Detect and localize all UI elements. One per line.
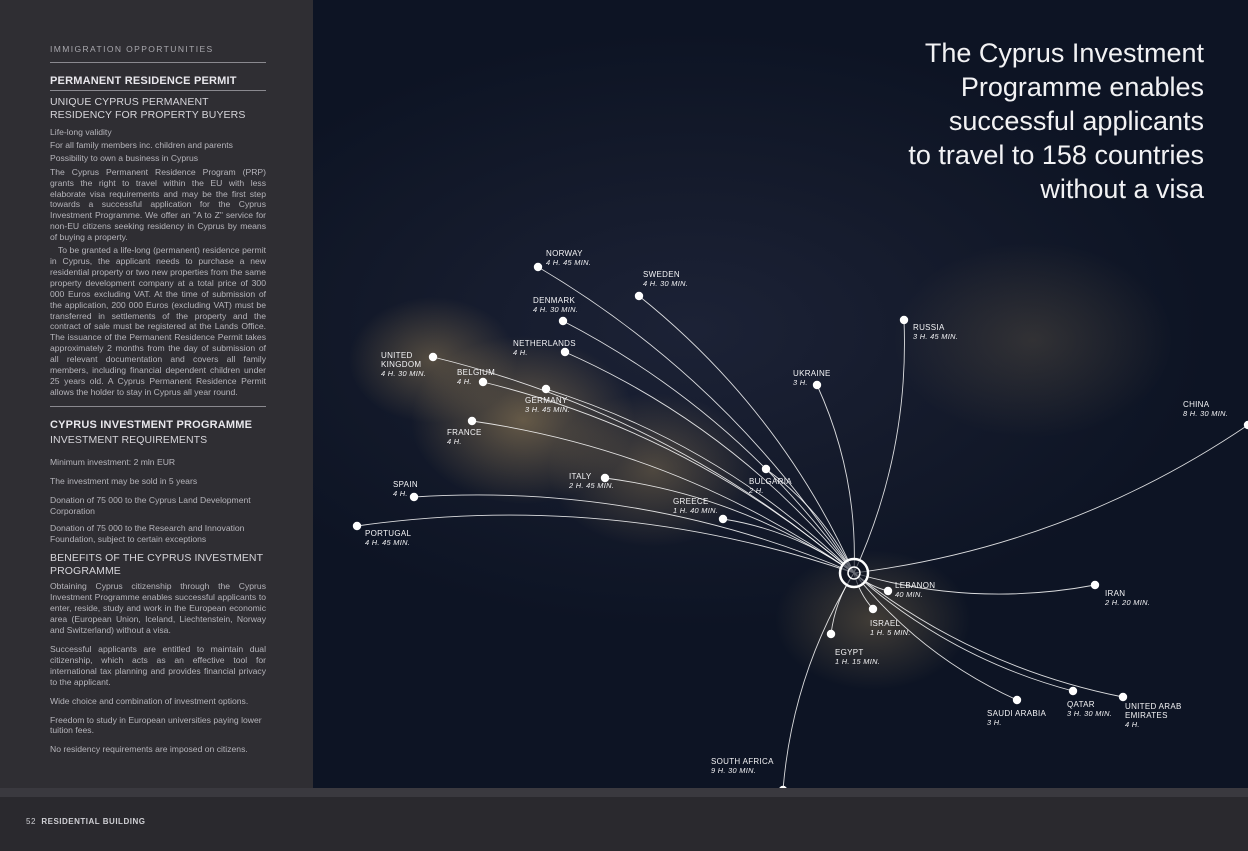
destination-label	[1067, 700, 1112, 718]
flight-time: 4 H.	[513, 348, 528, 357]
destination-label	[913, 323, 958, 341]
page-number: 52	[26, 817, 36, 826]
destination-name: BULGARIA	[749, 477, 792, 486]
destination-name: EGYPT	[835, 648, 864, 657]
flight-time: 40 MIN.	[895, 590, 923, 599]
destination-name: ISRAEL	[870, 619, 901, 628]
destination-name: GERMANY	[525, 396, 568, 405]
headline	[784, 36, 1204, 206]
destination-label	[1105, 589, 1150, 607]
prp-title: PERMANENT RESIDENCE PERMIT	[50, 75, 237, 87]
destination-label	[533, 296, 578, 314]
route-line	[783, 573, 854, 788]
destination-name: SOUTH AFRICA	[711, 757, 774, 766]
destination-label	[987, 709, 1046, 727]
destination-label	[546, 249, 591, 267]
destination-label	[525, 396, 570, 414]
prp-bullet: Life-long validity	[50, 127, 112, 137]
destination-label	[711, 757, 774, 775]
cip-item: The investment may be sold in 5 years	[50, 475, 198, 486]
destination-marker	[468, 417, 476, 425]
destination-name: BELGIUM	[457, 368, 496, 377]
benefit-item: Obtaining Cyprus citizenship through the Cyprus Investment Programme enables successful applicants to enter, reside, study and work in the European economic area (European Union, Iceland, Liechtenstein, Norway and Switzerland) without a visa.	[50, 581, 266, 636]
destination-name: NORWAY	[546, 249, 583, 258]
route-line	[854, 425, 1248, 573]
flight-time: 3 H. 30 MIN.	[1067, 709, 1113, 718]
headline-line: Programme enables	[960, 72, 1204, 102]
cip-subtitle: INVESTMENT REQUIREMENTS	[50, 434, 208, 446]
route-line	[854, 320, 904, 573]
destination-name: RUSSIA	[913, 323, 945, 332]
route-line	[605, 478, 854, 573]
destination-label	[673, 497, 718, 515]
cip-item: Minimum investment: 2 mln EUR	[50, 457, 176, 467]
prp-bullet: Possibility to own a business in Cyprus	[50, 152, 199, 163]
headline-line: without a visa	[1040, 174, 1204, 204]
destination-label	[793, 369, 831, 387]
destination-marker	[1091, 581, 1099, 589]
flight-time: 1 H. 5 MIN.	[870, 628, 911, 637]
destination-label	[393, 480, 418, 498]
footer	[0, 797, 1248, 851]
destination-marker	[1069, 687, 1077, 695]
destination-name: QATAR	[1067, 700, 1095, 709]
flight-time: 4 H. 30 MIN.	[533, 305, 579, 314]
destination-name: DENMARK	[533, 296, 576, 305]
destination-marker	[869, 605, 877, 613]
night-map	[313, 0, 1248, 788]
flight-time: 4 H. 30 MIN.	[381, 369, 427, 378]
destination-label	[1183, 400, 1228, 418]
cyprus-hub-icon	[840, 559, 868, 587]
prp-paragraph-1: The Cyprus Permanent Residence Program (PRP) grants the right to travel within the EU with less elaborate visa requirements and may be the first step towards a successful application for the Cyprus Investment Programme. We offer an "A to Z" service for non-EU citizens seeking residency in Cyprus by means of buying a property.	[50, 166, 266, 243]
flight-time: 1 H. 40 MIN.	[673, 506, 719, 515]
flight-time: 2 H. 20 MIN.	[1105, 598, 1151, 607]
destination-marker	[1013, 696, 1021, 704]
destination-name: UNITED KINGDOM	[381, 351, 422, 369]
headline-line: successful applicants	[948, 106, 1204, 136]
flight-time: 4 H.	[393, 489, 408, 498]
cip-section	[50, 419, 266, 755]
destination-name: UKRAINE	[793, 369, 831, 378]
destination-name: CHINA	[1183, 400, 1210, 409]
destination-name: ITALY	[569, 472, 592, 481]
flight-time: 3 H.	[793, 378, 808, 387]
destination-name: LEBANON	[895, 581, 936, 590]
destination-name: PORTUGAL	[365, 529, 412, 538]
destination-marker	[559, 317, 567, 325]
benefits-title: BENEFITS OF THE CYPRUS INVESTMENT PROGRAMME	[50, 552, 263, 578]
prp-subtitle: UNIQUE CYPRUS PERMANENT RESIDENCY FOR PROPERTY BUYERS	[50, 96, 246, 121]
destination-marker	[542, 385, 550, 393]
destination-marker	[1119, 693, 1127, 701]
destination-marker	[762, 465, 770, 473]
destination-name: SAUDI ARABIA	[987, 709, 1047, 718]
headline-line: to travel to 158 countries	[908, 140, 1204, 170]
flight-time: 4 H.	[457, 377, 472, 386]
benefit-item: Freedom to study in European universities paying lower tuition fees.	[50, 714, 262, 736]
destination-label	[569, 472, 614, 490]
destination-label	[447, 428, 482, 446]
destination-marker	[635, 292, 643, 300]
destination-marker	[900, 316, 908, 324]
destination-name: GREECE	[673, 497, 709, 506]
flight-time: 4 H. 30 MIN.	[643, 279, 689, 288]
route-line	[538, 267, 854, 573]
kicker: IMMIGRATION OPPORTUNITIES	[50, 44, 266, 63]
destination-label	[381, 351, 426, 378]
flight-time: 3 H. 45 MIN.	[913, 332, 959, 341]
destination-marker	[719, 515, 727, 523]
flight-time: 2 H. 45 MIN.	[569, 481, 615, 490]
destination-marker	[884, 587, 892, 595]
destination-marker	[534, 263, 542, 271]
prp-section	[50, 75, 266, 398]
flight-time: 2 H.	[749, 486, 764, 495]
flight-time: 3 H. 45 MIN.	[525, 405, 571, 414]
cip-title: CYPRUS INVESTMENT PROGRAMME	[50, 419, 253, 431]
destination-name: UNITED ARAB EMIRATES	[1125, 702, 1182, 720]
flight-time: 9 H. 30 MIN.	[711, 766, 757, 775]
destination-name: SWEDEN	[643, 270, 680, 279]
page-footer	[26, 817, 145, 826]
destination-label	[365, 529, 411, 547]
benefit-item: No residency requirements are imposed on citizens.	[50, 744, 248, 755]
sidebar	[0, 0, 313, 790]
destination-label	[643, 270, 688, 288]
benefit-item: Successful applicants are entitled to maintain dual citizenship, which acts as an effective tool for international tax planning and provides financial privacy to the applicant.	[50, 643, 266, 687]
destination-marker	[429, 353, 437, 361]
destination-label	[513, 339, 576, 357]
footer-section: RESIDENTIAL BUILDING	[41, 817, 146, 826]
destination-name: SPAIN	[393, 480, 418, 489]
destination-marker	[353, 522, 361, 530]
route-line	[433, 357, 854, 573]
destination-label	[749, 477, 792, 495]
flight-time: 8 H. 30 MIN.	[1183, 409, 1229, 418]
destination-name: NETHERLANDS	[513, 339, 576, 348]
prp-bullet: For all family members inc. children and parents	[50, 139, 233, 150]
flight-time: 4 H.	[1125, 720, 1140, 729]
destination-label	[835, 648, 880, 666]
benefit-item: Wide choice and combination of investment options.	[50, 695, 249, 706]
flight-time: 4 H.	[447, 437, 462, 446]
destination-label	[870, 619, 911, 637]
flight-time: 3 H.	[987, 718, 1002, 727]
destination-label	[1125, 702, 1182, 729]
cip-item: Donation of 75 000 to the Research and Innovation Foundation, subject to certain exceptions	[50, 522, 245, 544]
cip-item: Donation of 75 000 to the Cyprus Land Development Corporation	[50, 494, 251, 516]
headline-line: The Cyprus Investment	[924, 38, 1204, 68]
destination-marker	[827, 630, 835, 638]
flight-time: 4 H. 45 MIN.	[546, 258, 592, 267]
flight-time: 1 H. 15 MIN.	[835, 657, 881, 666]
prp-paragraph-2: To be granted a life-long (permanent) residence permit in Cyprus, the applicant needs to purchase a new residential property or two new properties from the same property development company at a total price of 300 000 Euros excluding VAT. At the time of submission of the application, 200 000 Euros (excluding VAT) must be transferred in settlements of the property and the contract of sale must be registered at the Lands Office. The issuance of the Permanent Residence Permit takes approximately 2 months from the day of submission of all relevant documentation and covers all family members, including financial dependent children under 25 years old. A Cyprus Permanent Residence Permit allows the holder to stay in Cyprus all year round.	[50, 245, 266, 397]
destination-label	[895, 581, 935, 599]
destination-name: FRANCE	[447, 428, 482, 437]
destination-name: IRAN	[1105, 589, 1126, 598]
destination-label	[457, 368, 495, 386]
flight-time: 4 H. 45 MIN.	[365, 538, 411, 547]
